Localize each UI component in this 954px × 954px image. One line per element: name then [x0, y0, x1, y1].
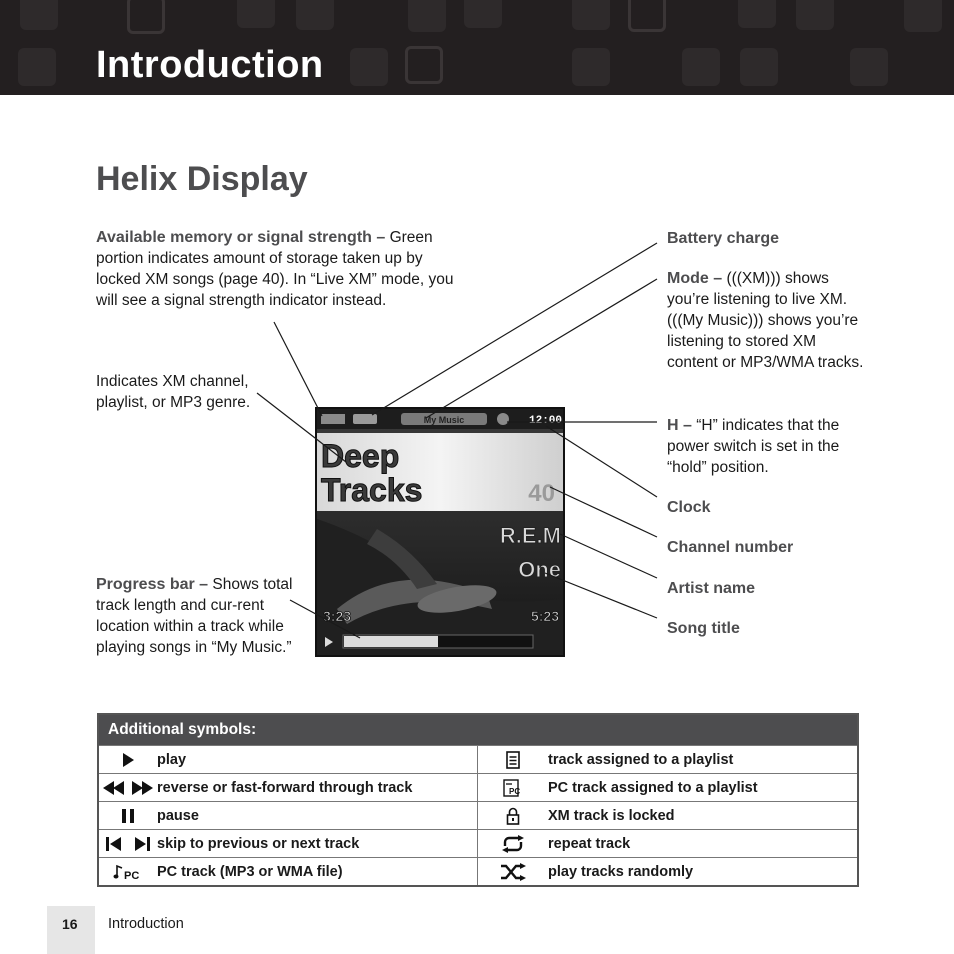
skip-icon [99, 836, 157, 852]
song-callout: Song title [667, 620, 740, 637]
channel-number-callout: Channel number [667, 539, 794, 556]
memory-indicator [321, 414, 345, 424]
memory-callout-title: Available memory or signal strength – [96, 229, 386, 246]
mode-callout-text: (((XM))) shows you’re listening to live XM. (((My Music))) shows you’re listening to stored XM content or MP3/WMA tracks. [667, 270, 864, 371]
artist-leader-line [560, 534, 657, 578]
pc-playlist-icon [478, 779, 548, 797]
symbol-label: PC track (MP3 or WMA file) [157, 863, 343, 880]
mode-callout [667, 268, 867, 373]
mode-callout-title: Mode – [667, 270, 723, 287]
hold-callout-text: “H” indicates that the power switch is set in the “hold” position. [667, 417, 840, 476]
clock-callout: Clock [667, 499, 711, 516]
symbols-row [99, 801, 857, 829]
symbol-label: pause [157, 807, 199, 824]
artist-name: R.E.M [499, 523, 561, 548]
symbols-row [99, 773, 857, 801]
hold-callout-title: H – [667, 417, 692, 434]
play-icon [99, 752, 157, 768]
pc-label: PC [509, 786, 521, 796]
rewind-fastforward-icon [99, 780, 157, 796]
progress-callout-text: Shows total track length and cur-rent location within a track while playing songs in “My Music.” [96, 576, 293, 656]
channel-type-callout: Indicates XM channel, playlist, or MP3 genre. [96, 373, 251, 411]
section-title: Helix Display [96, 160, 308, 198]
page-number: 16 [62, 916, 78, 932]
shuffle-icon [478, 863, 548, 881]
battery-callout: Battery charge [667, 230, 780, 247]
symbol-label: PC track assigned to a playlist [548, 779, 758, 796]
symbol-label: repeat track [548, 835, 631, 852]
channel-number-leader-line [550, 487, 657, 537]
symbols-row [99, 829, 857, 857]
helix-screen-art [317, 409, 563, 655]
symbols-row [99, 857, 857, 885]
mode-text: My Music [423, 415, 465, 425]
repeat-icon [478, 835, 548, 853]
progress-callout [96, 574, 296, 658]
symbol-label: XM track is locked [548, 807, 675, 824]
battery-indicator [353, 414, 377, 424]
total-time: 5:23 [530, 608, 559, 624]
elapsed-time: 3:23 [323, 608, 352, 624]
memory-callout-text: Green portion indicates amount of storage taken up by locked XM songs (page 40). In “Live XM” mode, you will see a signal strength indicator instead. [96, 229, 454, 309]
progress-callout-title: Progress bar – [96, 576, 209, 593]
symbols-row [99, 745, 857, 773]
pc-label: PC [124, 869, 140, 881]
pc-track-icon [99, 863, 157, 881]
chapter-header [0, 0, 954, 95]
progress-bar-fill [344, 636, 438, 647]
memory-leader-line [274, 322, 322, 416]
channel-name-line2: Tracks [321, 472, 423, 508]
screen-clock: 12:00 [529, 415, 563, 427]
pause-icon [99, 808, 157, 824]
helix-screen [315, 407, 565, 657]
artist-callout: Artist name [667, 580, 756, 597]
symbol-label: reverse or fast-forward through track [157, 779, 413, 796]
lock-icon [478, 807, 548, 825]
hold-indicator [497, 413, 509, 425]
hold-callout [667, 415, 867, 478]
footer-section: Introduction [108, 916, 184, 932]
symbol-label: skip to previous or next track [157, 835, 360, 852]
symbol-label: track assigned to a playlist [548, 751, 734, 768]
channel-number: 40 [528, 480, 555, 507]
chapter-title: Introduction [96, 44, 324, 86]
symbols-table-header: Additional symbols: [99, 715, 857, 745]
playlist-icon [478, 751, 548, 769]
symbol-label: play tracks randomly [548, 863, 694, 880]
channel-name-line1: Deep [321, 438, 400, 474]
symbol-label: play [157, 751, 187, 768]
memory-callout [96, 227, 468, 311]
symbols-table [97, 713, 859, 887]
song-title: One [518, 557, 561, 582]
